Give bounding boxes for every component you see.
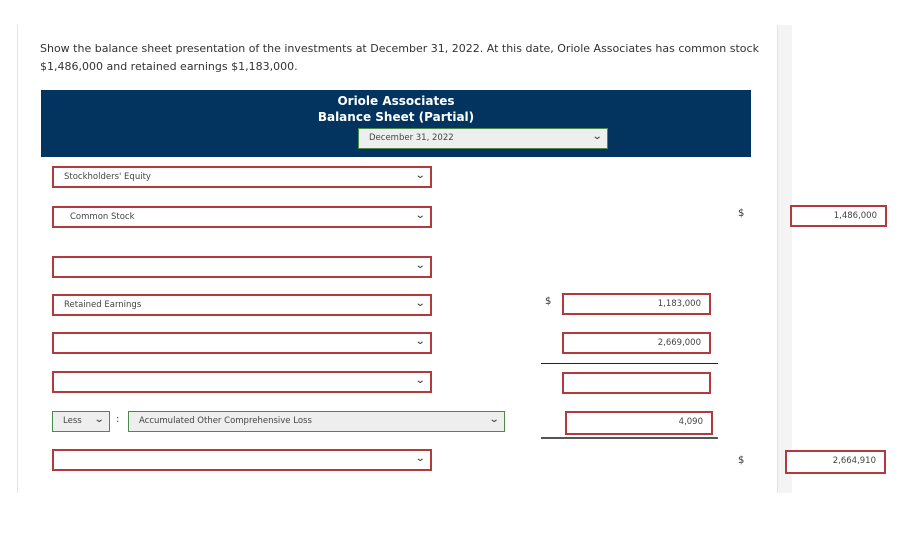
row4-account-select[interactable] [52, 294, 432, 316]
select-value: Retained Earnings [64, 300, 142, 310]
question-text-line1: Show the balance sheet presentation of the investments at December 31, 2022. At this date, Oriole Associates has common stock [40, 42, 759, 55]
row5-account-select[interactable] [52, 332, 432, 354]
row2-account-select[interactable] [52, 206, 432, 228]
statement-title: Balance Sheet (Partial) [317, 110, 475, 124]
currency-symbol: $ [545, 296, 552, 307]
company-name: Oriole Associates [337, 94, 455, 108]
date-select-value: December 31, 2022 [369, 133, 454, 143]
chevron-down-icon: ⌄ [488, 414, 500, 425]
chevron-down-icon: ⌄ [414, 336, 426, 347]
retained-earnings-input[interactable] [562, 293, 711, 315]
input-value: 2,664,910 [832, 456, 876, 466]
input-value: 2,669,000 [657, 338, 701, 348]
total-equity-input[interactable] [785, 450, 886, 474]
chevron-down-icon: ⌄ [414, 170, 426, 181]
select-value: Stockholders' Equity [64, 172, 151, 182]
chevron-down-icon: ⌄ [414, 298, 426, 309]
less-modifier-select[interactable] [52, 411, 110, 432]
input-value: 1,486,000 [833, 211, 877, 221]
input-value: 1,183,000 [657, 299, 701, 309]
chevron-down-icon: ⌄ [414, 375, 426, 386]
common-stock-total-input[interactable] [790, 205, 887, 227]
currency-symbol: $ [738, 208, 745, 219]
currency-symbol: $ [738, 455, 745, 466]
panel-divider [777, 25, 792, 493]
row1-account-select[interactable] [52, 166, 432, 188]
chevron-down-icon: ⌄ [414, 260, 426, 271]
left-border [17, 25, 18, 493]
row3-account-select[interactable] [52, 256, 432, 278]
row6-amount-input[interactable] [562, 372, 711, 394]
colon-separator: : [116, 414, 120, 425]
chevron-down-icon: ⌄ [414, 453, 426, 464]
chevron-down-icon: ⌄ [591, 131, 603, 142]
date-select[interactable] [358, 128, 608, 149]
chevron-down-icon: ⌄ [414, 210, 426, 221]
question-text-line2: $1,486,000 and retained earnings $1,183,000. [40, 60, 298, 73]
select-value: Accumulated Other Comprehensive Loss [139, 416, 312, 426]
row7-account-select[interactable] [128, 411, 505, 432]
row6-account-select[interactable] [52, 371, 432, 393]
select-value: Less [63, 416, 82, 426]
subtotal-rule [541, 363, 718, 364]
aocl-amount-input[interactable] [565, 411, 713, 435]
row8-account-select[interactable] [52, 449, 432, 471]
select-value: Common Stock [70, 212, 135, 222]
row5-amount-input[interactable] [562, 332, 711, 354]
chevron-down-icon: ⌄ [93, 414, 105, 425]
input-value: 4,090 [678, 417, 703, 427]
total-rule [541, 437, 718, 439]
